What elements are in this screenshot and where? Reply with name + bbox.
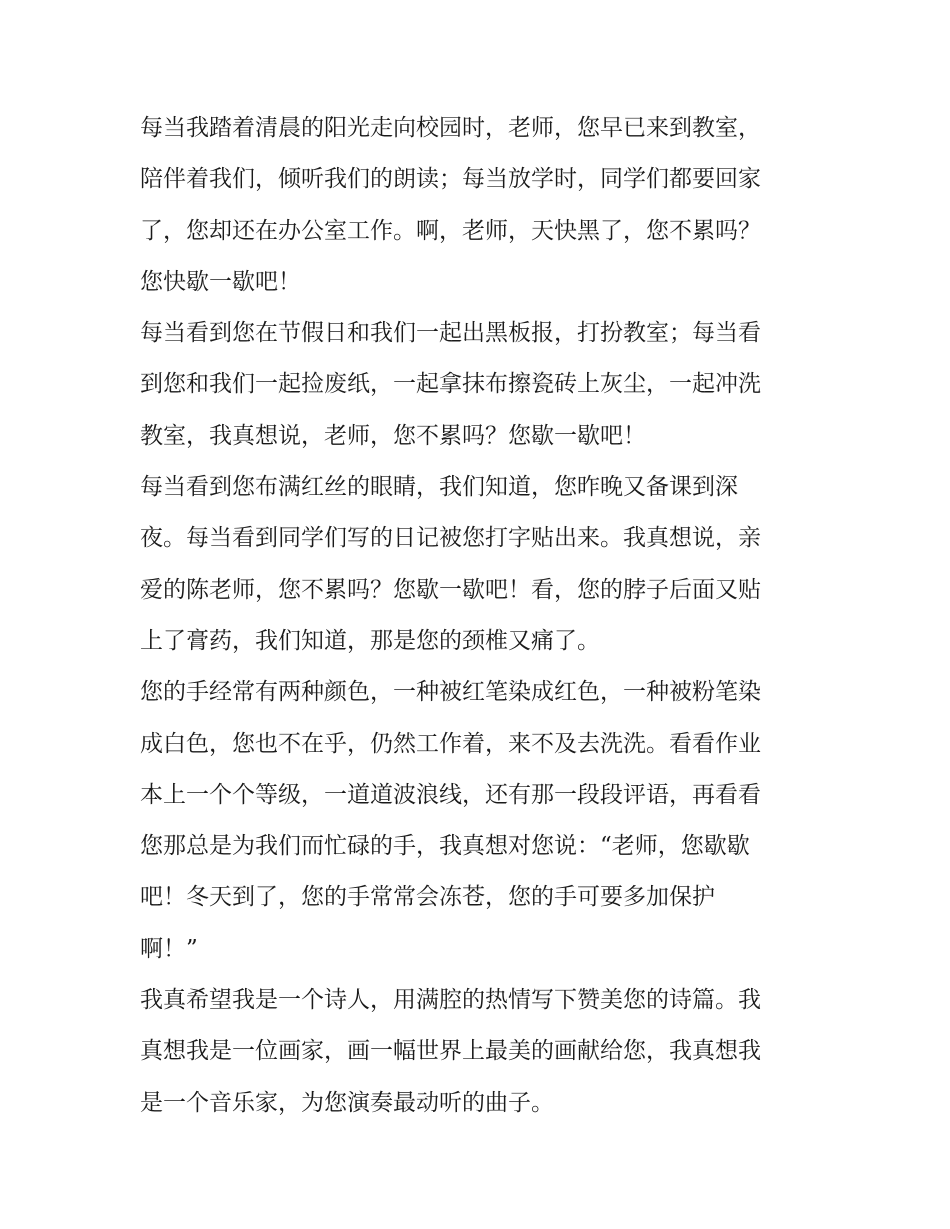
- text-line: 每当看到您在节假日和我们一起出黑板报，打扮教室；每当看: [140, 320, 761, 347]
- text-line: 本上一个个等级，一道道波浪线，还有那一段段评语，再看看: [140, 781, 761, 808]
- text-line: 了，您却还在办公室工作。啊，老师，天快黑了，您不累吗？: [140, 217, 761, 244]
- document-body: [140, 103, 840, 1129]
- text-line: 成白色，您也不在乎，仍然工作着，来不及去洗洗。看看作业: [140, 730, 761, 757]
- text-line: 陪伴着我们，倾听我们的朗读；每当放学时，同学们都要回家: [140, 166, 761, 193]
- text-line: 吧！冬天到了，您的手常常会冻苍，您的手可要多加保护: [140, 884, 715, 911]
- text-line: 您快歇一歇吧！: [140, 268, 301, 295]
- text-line: 教室，我真想说，老师，您不累吗？您歇一歇吧！: [140, 422, 646, 449]
- text-line: 我真希望我是一个诗人，用满腔的热情写下赞美您的诗篇。我: [140, 987, 761, 1014]
- text-line: 夜。每当看到同学们写的日记被您打字贴出来。我真想说，亲: [140, 525, 761, 552]
- text-line: 到您和我们一起捡废纸，一起拿抹布擦瓷砖上灰尘，一起冲洗: [140, 371, 761, 398]
- text-line: 是一个音乐家，为您演奏最动听的曲子。: [140, 1089, 554, 1116]
- text-line: 真想我是一位画家，画一幅世界上最美的画献给您，我真想我: [140, 1038, 761, 1065]
- text-line: 啊！”: [140, 935, 198, 962]
- text-line: 您那总是为我们而忙碌的手，我真想对您说：“老师，您歇歇: [140, 833, 750, 860]
- text-line: 每当我踏着清晨的阳光走向校园时，老师，您早已来到教室，: [140, 115, 761, 141]
- text-line: 上了膏药，我们知道，那是您的颈椎又痛了。: [140, 627, 600, 654]
- text-line: 您的手经常有两种颜色，一种被红笔染成红色，一种被粉笔染: [140, 679, 761, 706]
- text-line: 每当看到您布满红丝的眼睛，我们知道，您昨晚又备课到深: [140, 474, 738, 501]
- text-line: 爱的陈老师，您不累吗？您歇一歇吧！看，您的脖子后面又贴: [140, 576, 761, 603]
